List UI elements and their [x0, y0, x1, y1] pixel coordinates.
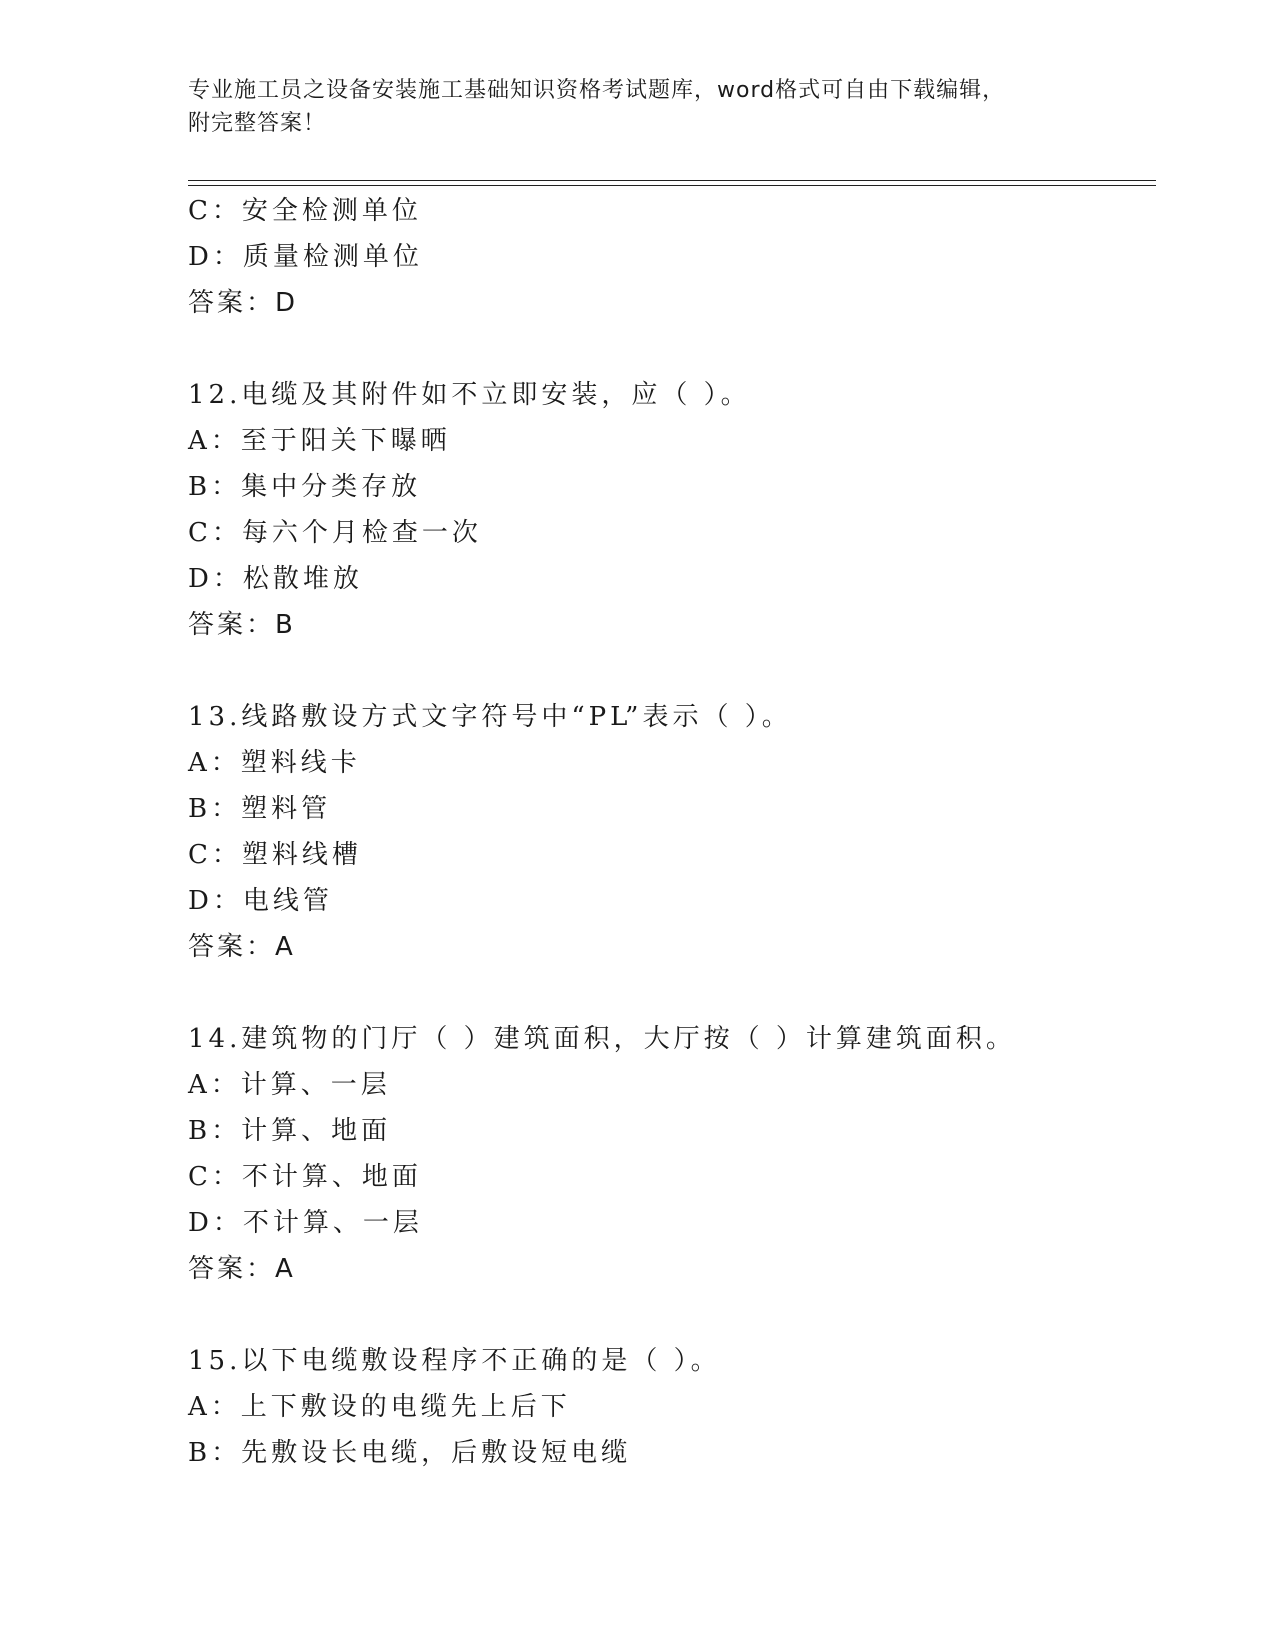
- option-a: A：上下敷设的电缆先上后下: [188, 1392, 571, 1422]
- question-15: [188, 1338, 1148, 1476]
- option-c: C：安全检测单位: [188, 196, 422, 226]
- option-d: D：电线管: [188, 886, 333, 916]
- option-a: A：至于阳关下曝晒: [188, 426, 451, 456]
- header-line-1: 专业施工员之设备安装施工基础知识资格考试题库，word格式可自由下载编辑，: [188, 78, 1006, 103]
- header-line-2: 附完整答案！: [188, 111, 327, 136]
- option-a: A：计算、一层: [188, 1070, 391, 1100]
- answer: 答案：A: [188, 932, 296, 962]
- option-b: B：计算、地面: [188, 1116, 392, 1146]
- option-c: C：每六个月检查一次: [188, 518, 482, 548]
- question-stem: 12.电缆及其附件如不立即安装，应（ ）。: [188, 380, 751, 410]
- answer: 答案：B: [188, 610, 296, 640]
- question-stem: 13.线路敷设方式文字符号中“PL”表示（ ）。: [188, 702, 792, 732]
- option-d: D：松散堆放: [188, 564, 363, 594]
- question-content: [188, 188, 1148, 1476]
- option-a: A：塑料线卡: [188, 748, 361, 778]
- question-11-tail: [188, 188, 1148, 326]
- document-header: [188, 74, 1088, 140]
- spacer: [188, 326, 1148, 372]
- option-d: D：不计算、一层: [188, 1208, 423, 1238]
- spacer: [188, 1292, 1148, 1338]
- option-b: B：集中分类存放: [188, 472, 422, 502]
- question-stem: 14.建筑物的门厅（ ）建筑面积，大厅按（ ）计算建筑面积。: [188, 1024, 1016, 1054]
- answer: 答案：A: [188, 1254, 296, 1284]
- option-b: B：塑料管: [188, 794, 332, 824]
- option-c: C：塑料线槽: [188, 840, 362, 870]
- question-13: [188, 694, 1148, 970]
- header-rule-bottom: [188, 185, 1156, 186]
- spacer: [188, 970, 1148, 1016]
- question-12: [188, 372, 1148, 648]
- option-c: C：不计算、地面: [188, 1162, 422, 1192]
- question-14: [188, 1016, 1148, 1292]
- spacer: [188, 648, 1148, 694]
- header-rule-top: [188, 180, 1156, 181]
- option-d: D：质量检测单位: [188, 242, 423, 272]
- option-b: B：先敷设长电缆，后敷设短电缆: [188, 1438, 632, 1468]
- question-stem: 15.以下电缆敷设程序不正确的是（ ）。: [188, 1346, 721, 1376]
- answer: 答案：D: [188, 288, 299, 318]
